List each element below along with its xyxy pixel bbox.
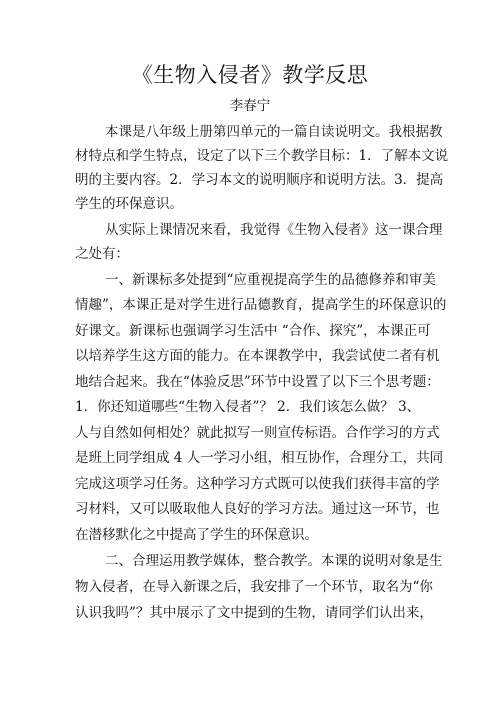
paragraph-line: 一、新课标多处提到“应重视提高学生的品德修养和审美 <box>105 272 436 288</box>
paragraph-line: 材特点和学生特点，设定了以下三个教学目标：1．了解本文说 <box>75 148 449 164</box>
paragraph-line: 1．你还知道哪些“生物入侵者”？ 2．我们该怎么做？ 3、 <box>75 399 421 415</box>
paragraph-line: 在潜移默化之中提高了学生的环保意识。 <box>75 527 318 543</box>
paragraph-line: 习材料，又可以吸取他人良好的学习方法。通过这一环节，也 <box>75 501 440 517</box>
paragraph-line: 物入侵者，在导入新课之后，我安排了一个环节，取名为“你 <box>75 579 433 595</box>
paragraph-line: 本课是八年级上册第四单元的一篇自读说明文。我根据教 <box>105 124 443 140</box>
document-title: 《生物入侵者》教学反思 <box>131 63 369 87</box>
paragraph-line: 认识我吗”？其中展示了文中提到的生物，请同学们认出来， <box>75 605 433 621</box>
paragraph-line: 从实际上课情况来看，我觉得《生物入侵者》这一课合理 <box>105 222 443 238</box>
paragraph-line: 好课文。新课标也强调学习生活中 “合作、探究”，本课正可 <box>75 323 431 339</box>
paragraph-line: 完成这项学习任务。这种学习方式既可以使我们获得丰富的学 <box>75 476 440 492</box>
paragraph-line: 之处有： <box>75 246 129 262</box>
document-author: 李春宁 <box>229 98 271 114</box>
paragraph-line: 人与自然如何相处？就此拟写一则宣传标语。合作学习的方式 <box>75 425 440 441</box>
paragraph-line: 以培养学生这方面的能力。在本课教学中，我尝试使二者有机 <box>75 348 440 364</box>
paragraph-line: 二、合理运用教学媒体，整合教学。本课的说明对象是生 <box>105 553 443 569</box>
paragraph-line: 是班上同学组成 4 人一学习小组，相互协作，合理分工，共同 <box>75 450 444 466</box>
paragraph-line: 地结合起来。我在“体验反思”环节中设置了以下三个思考题： <box>75 374 440 390</box>
paragraph-line: 学生的环保意识。 <box>75 196 183 212</box>
paragraph-line: 情趣”，本课正是对学生进行品德教育，提高学生的环保意识的 <box>75 297 447 313</box>
paragraph-line: 明的主要内容。2．学习本文的说明顺序和说明方法。3．提高 <box>75 172 444 188</box>
